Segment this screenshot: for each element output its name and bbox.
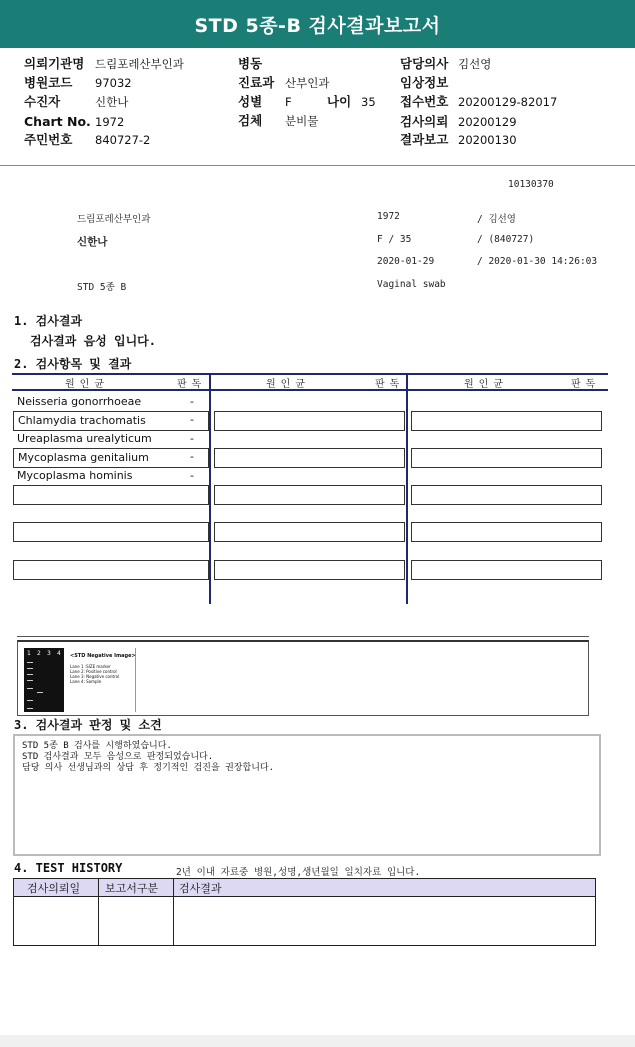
sheet-hospital: 드림포레산부인과 xyxy=(77,214,151,225)
report-value: 20200130 xyxy=(458,133,517,147)
pathogen-name: Neisseria gonorrhoeae xyxy=(17,395,142,408)
patient-value: 신한나 xyxy=(95,95,129,109)
hospital-code-value: 97032 xyxy=(95,76,132,90)
history-col-border xyxy=(98,878,99,946)
sheet-sex-age: F / 35 xyxy=(377,234,412,245)
pathogen-name: Mycoplasma genitalium xyxy=(18,451,149,464)
result-row xyxy=(13,467,208,487)
result-row xyxy=(13,411,209,431)
sheet-chart: 1972 xyxy=(377,211,400,222)
empty-row xyxy=(13,485,209,505)
gel-band xyxy=(27,674,33,675)
lane-label: 3 xyxy=(47,650,51,657)
request-value: 20200129 xyxy=(458,115,517,129)
gel-legend-line: Lane 3: Negative control xyxy=(70,674,120,679)
result-row xyxy=(13,448,209,468)
pathogen-name: Ureaplasma urealyticum xyxy=(17,432,152,445)
empty-row xyxy=(411,560,602,580)
doc-number: 10130370 xyxy=(508,179,554,190)
sheet-report-datetime: / 2020-01-30 14:26:03 xyxy=(477,256,598,267)
lane-label: 2 xyxy=(37,650,41,657)
gel-band xyxy=(27,700,33,701)
grid-header-judgement-2: 판독 xyxy=(375,379,405,390)
pathogen-name: Chlamydia trachomatis xyxy=(18,414,146,427)
gel-band xyxy=(27,662,33,663)
pathogen-result: - xyxy=(190,432,194,445)
gel-band xyxy=(27,688,33,689)
grid-header-pathogen-3: 원인균 xyxy=(464,379,508,390)
pathogen-result: - xyxy=(190,395,194,408)
receipt-value: 20200129-82017 xyxy=(458,95,558,109)
doctor-value: 김선영 xyxy=(458,57,492,71)
empty-row xyxy=(214,411,405,431)
sheet-birth: / (840727) xyxy=(477,234,535,245)
opinion-box xyxy=(13,734,601,856)
section-3-title: 3. 검사결과 판정 및 소견 xyxy=(14,718,162,732)
gel-legend-title: <STD Negative Image> xyxy=(70,653,136,659)
opinion-line: STD 5종 B 검사를 시행하였습니다. xyxy=(22,741,172,751)
hospital-value: 드림포레산부인과 xyxy=(95,57,184,71)
patient-header xyxy=(0,48,635,166)
age-value: 35 xyxy=(361,95,376,109)
pathogen-name: Mycoplasma hominis xyxy=(17,469,133,482)
lane-label: 4 xyxy=(57,650,61,657)
grid-header-rule xyxy=(12,389,608,391)
request-label: 검사의뢰 xyxy=(400,114,449,129)
empty-row xyxy=(411,522,602,542)
history-col-border xyxy=(13,878,14,946)
history-col-request-date: 검사의뢰일 xyxy=(27,882,81,895)
hospital-label: 의뢰기관명 xyxy=(24,56,85,71)
report-label: 결과보고 xyxy=(400,132,449,147)
grid-header-judgement-3: 판독 xyxy=(571,379,601,390)
age-label: 나이 xyxy=(327,94,352,109)
ssn-value: 840727-2 xyxy=(95,133,151,147)
section-1-title: 1. 검사결과 xyxy=(14,314,83,328)
chart-value: 1972 xyxy=(95,115,125,129)
pathogen-result: - xyxy=(190,469,194,482)
grid-divider-2 xyxy=(406,374,408,604)
gel-top-rule xyxy=(17,636,589,637)
pathogen-result: - xyxy=(190,450,194,463)
grid-header-judgement-1: 판독 xyxy=(177,379,207,390)
receipt-label: 접수번호 xyxy=(400,94,449,109)
sheet-doctor: / 김선영 xyxy=(477,214,516,225)
report-title: STD 5종-B 검사결과보고서 xyxy=(0,0,635,48)
opinion-line: 담당 의사 선생님과의 상담 후 정기적인 검진을 권장합니다. xyxy=(22,763,275,773)
empty-row xyxy=(214,560,405,580)
sex-label: 성별 xyxy=(238,94,263,109)
grid-header-pathogen-1: 원인균 xyxy=(65,379,109,390)
empty-row xyxy=(214,485,405,505)
doctor-label: 담당의사 xyxy=(400,56,449,71)
history-col-result: 검사결과 xyxy=(179,882,222,895)
gel-legend-line: Lane 4: Sample xyxy=(70,679,102,684)
gel-band xyxy=(27,708,33,709)
empty-row xyxy=(214,448,405,468)
empty-row xyxy=(411,448,602,468)
history-col-report-type: 보고서구분 xyxy=(105,882,159,895)
empty-row xyxy=(411,411,602,431)
gel-legend-line: Lane 1 :SIZE marker xyxy=(70,664,111,669)
gel-band xyxy=(27,668,33,669)
ward-label: 병동 xyxy=(238,56,263,71)
page-footer xyxy=(0,1035,635,1047)
dept-value: 산부인과 xyxy=(285,76,330,90)
opinion-line: STD 검사결과 모두 음성으로 판정되었습니다. xyxy=(22,752,214,762)
gel-image xyxy=(24,648,64,712)
empty-row xyxy=(411,485,602,505)
sheet-test-name: STD 5종 B xyxy=(77,282,127,293)
sex-value: F xyxy=(285,95,292,109)
result-row xyxy=(13,430,208,450)
grid-header-pathogen-2: 원인균 xyxy=(266,379,310,390)
sheet-patient: 신한나 xyxy=(77,236,108,248)
gel-band xyxy=(37,692,43,693)
empty-row xyxy=(13,560,209,580)
history-col-border xyxy=(173,878,174,946)
hospital-code-label: 병원코드 xyxy=(24,75,73,90)
ssn-label: 주민번호 xyxy=(24,132,73,147)
patient-label: 수진자 xyxy=(24,94,61,109)
empty-row xyxy=(13,522,209,542)
grid-divider-1 xyxy=(209,374,211,604)
dept-label: 진료과 xyxy=(238,75,275,90)
history-col-border xyxy=(595,878,596,946)
empty-row xyxy=(214,522,405,542)
gel-band xyxy=(27,680,33,681)
sheet-request-date: 2020-01-29 xyxy=(377,256,435,267)
history-note: 2년 이내 자료중 병원,성명,생년월일 일치자료 입니다. xyxy=(176,867,421,878)
gel-image-panel xyxy=(17,640,589,716)
specimen-label: 검체 xyxy=(238,113,263,128)
history-table xyxy=(13,878,596,946)
history-header xyxy=(13,878,596,897)
gel-legend-line: Lane 2: Positive control xyxy=(70,669,117,674)
section-4-title: 4. TEST HISTORY xyxy=(14,861,123,875)
result-summary: 검사결과 음성 입니다. xyxy=(30,334,157,348)
sheet-specimen: Vaginal swab xyxy=(377,279,446,290)
gel-legend xyxy=(66,648,136,712)
chart-label: Chart No. xyxy=(24,114,91,129)
section-2-title: 2. 검사항목 및 결과 xyxy=(14,357,132,371)
clinical-label: 임상정보 xyxy=(400,75,449,90)
pathogen-result: - xyxy=(190,413,194,426)
result-row xyxy=(13,393,208,413)
specimen-value: 분비물 xyxy=(285,114,319,128)
lane-label: 1 xyxy=(27,650,31,657)
